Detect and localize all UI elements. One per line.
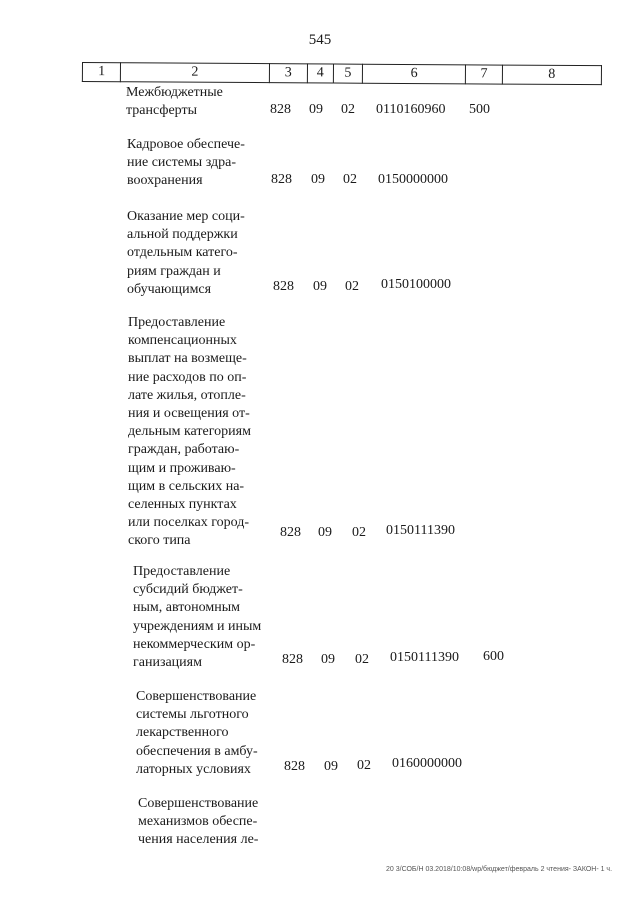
row-description — [138, 795, 272, 850]
cell-c3: 828 — [280, 525, 301, 540]
description-line: лате жилья, отопле- — [128, 387, 246, 403]
description-line: щим и проживаю- — [128, 460, 236, 476]
cell-c3: 828 — [270, 102, 291, 117]
description-line: лекарственного — [136, 725, 229, 741]
description-line: Оказание мер соци- — [127, 209, 245, 224]
description-line: Межбюджетные — [126, 85, 223, 100]
cell-c6: 0150000000 — [378, 172, 448, 187]
cell-c4: 09 — [311, 172, 325, 187]
cell-c7: 600 — [483, 649, 504, 664]
row-description — [133, 563, 273, 672]
column-header-3: 3 — [269, 64, 308, 83]
description-line: учреждениям и иным — [133, 618, 262, 634]
column-header-1: 1 — [82, 63, 121, 82]
cell-c5: 02 — [357, 758, 371, 773]
cell-c3: 828 — [284, 759, 305, 774]
description-line: обучающимся — [127, 281, 212, 297]
cell-c3: 828 — [282, 652, 303, 667]
column-header-7: 7 — [466, 65, 503, 84]
description-line: риям граждан и — [127, 263, 221, 279]
cell-c5: 02 — [352, 525, 366, 540]
cell-c5: 02 — [343, 172, 357, 187]
description-line: щим в сельских на- — [128, 478, 245, 494]
row-description — [126, 84, 254, 120]
column-header-4: 4 — [307, 64, 333, 83]
cell-c4: 09 — [324, 759, 338, 774]
cell-c4: 09 — [309, 102, 323, 117]
description-line: выплат на возмеще- — [128, 351, 247, 367]
description-line: ние расходов по оп- — [128, 369, 247, 385]
row-description — [136, 688, 273, 779]
row-description — [127, 136, 257, 191]
column-header-2: 2 — [121, 63, 269, 83]
description-line: или поселках город- — [128, 515, 249, 531]
description-line: дельным категориям — [128, 424, 251, 440]
description-line: ского типа — [128, 533, 191, 549]
description-line: обеспечения в амбу- — [136, 743, 258, 759]
cell-c6: 0160000000 — [392, 756, 462, 771]
cell-c4: 09 — [318, 525, 332, 540]
description-line: компенсационных — [128, 333, 237, 349]
column-header-row — [82, 62, 602, 85]
column-header-5: 5 — [333, 64, 363, 83]
description-line: Предоставление — [128, 315, 226, 330]
cell-c3: 828 — [273, 279, 294, 294]
description-line: ния и освещения от- — [128, 406, 250, 422]
cell-c6: 0150111390 — [386, 523, 455, 538]
description-line: Совершенствование — [138, 796, 259, 811]
row-description — [127, 208, 259, 299]
column-header-6: 6 — [363, 64, 466, 84]
page-number: 545 — [308, 32, 332, 48]
cell-c6: 0150111390 — [390, 650, 459, 665]
description-line: граждан, работаю- — [128, 442, 240, 458]
cell-c4: 09 — [313, 279, 327, 294]
description-line: Кадровое обеспече- — [127, 137, 245, 152]
description-line: Предоставление — [133, 564, 231, 579]
cell-c5: 02 — [341, 102, 355, 117]
column-header-8: 8 — [502, 65, 601, 85]
description-line: воохранения — [127, 173, 203, 189]
cell-c5: 02 — [355, 652, 369, 667]
cell-c3: 828 — [271, 172, 292, 187]
description-line: некоммерческим ор- — [133, 636, 256, 652]
description-line: механизмов обеспе- — [138, 814, 258, 830]
description-line: чения населения ле- — [138, 832, 259, 848]
cell-c4: 09 — [321, 652, 335, 667]
description-line: ние системы здра- — [127, 155, 236, 171]
footer-note: 20 3/СОБ/Н 03.2018/10:08/wp/бюджет/февраль 2 чтения- ЗАКОН- 1 ч. — [386, 866, 613, 873]
description-line: системы льготного — [136, 707, 249, 723]
description-line: ным, автономным — [133, 600, 241, 616]
description-line: ганизациям — [133, 655, 202, 671]
description-line: альной поддержки — [127, 227, 238, 243]
description-line: Совершенствование — [136, 689, 257, 704]
cell-c6: 0150100000 — [381, 277, 451, 292]
description-line: селенных пунктах — [128, 497, 237, 513]
cell-c7: 500 — [469, 102, 490, 117]
cell-c5: 02 — [345, 279, 359, 294]
description-line: субсидий бюджет- — [133, 582, 243, 598]
description-line: трансферты — [126, 103, 198, 119]
description-line: отдельным катего- — [127, 245, 238, 261]
row-description — [128, 314, 266, 551]
cell-c6: 0110160960 — [376, 102, 446, 117]
description-line: латорных условиях — [136, 761, 251, 777]
